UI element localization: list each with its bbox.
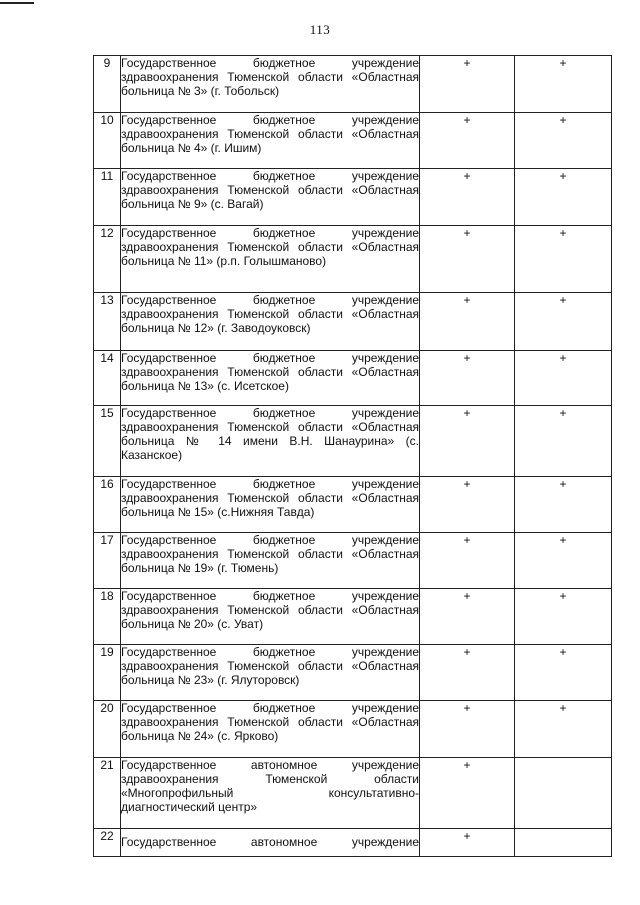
mark-col-2: + xyxy=(515,701,612,758)
mark-col-1: + xyxy=(420,758,515,829)
institution-name: Государственное бюджетное учреждение здравоохранения Тюменской области «Областная больница № 13» (с. Исетское) xyxy=(121,351,420,406)
table-row xyxy=(94,169,612,226)
institution-name: Государственное бюджетное учреждение здравоохранения Тюменской области «Областная больница № 3» (г. Тобольск) xyxy=(121,56,420,113)
mark-col-2: + xyxy=(515,533,612,589)
institutions-table xyxy=(93,55,612,857)
mark-col-1: + xyxy=(420,701,515,758)
row-number: 20 xyxy=(94,701,121,758)
row-number: 11 xyxy=(94,169,121,226)
table-row xyxy=(94,293,612,351)
mark-col-2: + xyxy=(515,56,612,113)
mark-col-2: + xyxy=(515,477,612,533)
institution-name: Государственное бюджетное учреждение здравоохранения Тюменской области «Областная больница № 9» (с. Вагай) xyxy=(121,169,420,226)
row-number: 9 xyxy=(94,56,121,113)
table-row xyxy=(94,533,612,589)
table-row xyxy=(94,701,612,758)
mark-col-1: + xyxy=(420,113,515,169)
mark-col-2: + xyxy=(515,293,612,351)
institution-name: Государственное бюджетное учреждение здравоохранения Тюменской области «Областная больница № 20» (с. Уват) xyxy=(121,589,420,645)
row-number: 22 xyxy=(94,829,121,857)
mark-col-2 xyxy=(515,758,612,829)
table-row xyxy=(94,589,612,645)
mark-col-1: + xyxy=(420,293,515,351)
institution-name: Государственное автономное учреждение xyxy=(121,829,420,857)
institution-name: Государственное бюджетное учреждение здравоохранения Тюменской области «Областная больница № 12» (г. Заводоуковск) xyxy=(121,293,420,351)
mark-col-1: + xyxy=(420,56,515,113)
institution-name: Государственное бюджетное учреждение здравоохранения Тюменской области «Областная больница № 4» (г. Ишим) xyxy=(121,113,420,169)
institution-name: Государственное автономное учреждение здравоохранения Тюменской области «Многопрофильный консультативно-диагностический центр» xyxy=(121,758,420,829)
mark-col-2: + xyxy=(515,169,612,226)
table-row xyxy=(94,829,612,857)
table-row xyxy=(94,226,612,293)
institution-name: Государственное бюджетное учреждение здравоохранения Тюменской области «Областная больница № 15» (с.Нижняя Тавда) xyxy=(121,477,420,533)
mark-col-1: + xyxy=(420,169,515,226)
mark-col-1: + xyxy=(420,351,515,406)
row-number: 14 xyxy=(94,351,121,406)
institution-name: Государственное бюджетное учреждение здравоохранения Тюменской области «Областная больница № 24» (с. Ярково) xyxy=(121,701,420,758)
mark-col-2: + xyxy=(515,406,612,477)
institution-name: Государственное бюджетное учреждение здравоохранения Тюменской области «Областная больница № 19» (г. Тюмень) xyxy=(121,533,420,589)
mark-col-2: + xyxy=(515,113,612,169)
table-row xyxy=(94,645,612,701)
row-number: 18 xyxy=(94,589,121,645)
mark-col-1: + xyxy=(420,533,515,589)
mark-col-2: + xyxy=(515,645,612,701)
mark-col-1: + xyxy=(420,589,515,645)
institution-name: Государственное бюджетное учреждение здравоохранения Тюменской области «Областная больница № 23» (г. Ялуторовск) xyxy=(121,645,420,701)
row-number: 19 xyxy=(94,645,121,701)
row-number: 17 xyxy=(94,533,121,589)
mark-col-1: + xyxy=(420,645,515,701)
mark-col-1: + xyxy=(420,829,515,857)
table-row xyxy=(94,406,612,477)
page-edge-mark xyxy=(0,2,34,4)
table-row xyxy=(94,758,612,829)
row-number: 10 xyxy=(94,113,121,169)
row-number: 21 xyxy=(94,758,121,829)
mark-col-1: + xyxy=(420,406,515,477)
row-number: 15 xyxy=(94,406,121,477)
row-number: 16 xyxy=(94,477,121,533)
page-number: 113 xyxy=(309,22,331,37)
mark-col-1: + xyxy=(420,477,515,533)
institution-name: Государственное бюджетное учреждение здравоохранения Тюменской области «Областная больница № 14 имени В.Н. Шанаурина» (с. Казанское) xyxy=(121,406,420,477)
mark-col-2: + xyxy=(515,226,612,293)
mark-col-2 xyxy=(515,829,612,857)
mark-col-2: + xyxy=(515,589,612,645)
institution-name: Государственное бюджетное учреждение здравоохранения Тюменской области «Областная больница № 11» (р.п. Голышманово) xyxy=(121,226,420,293)
row-number: 12 xyxy=(94,226,121,293)
table-row xyxy=(94,56,612,113)
mark-col-1: + xyxy=(420,226,515,293)
table-row xyxy=(94,113,612,169)
mark-col-2: + xyxy=(515,351,612,406)
row-number: 13 xyxy=(94,293,121,351)
table-row xyxy=(94,351,612,406)
table-row xyxy=(94,477,612,533)
